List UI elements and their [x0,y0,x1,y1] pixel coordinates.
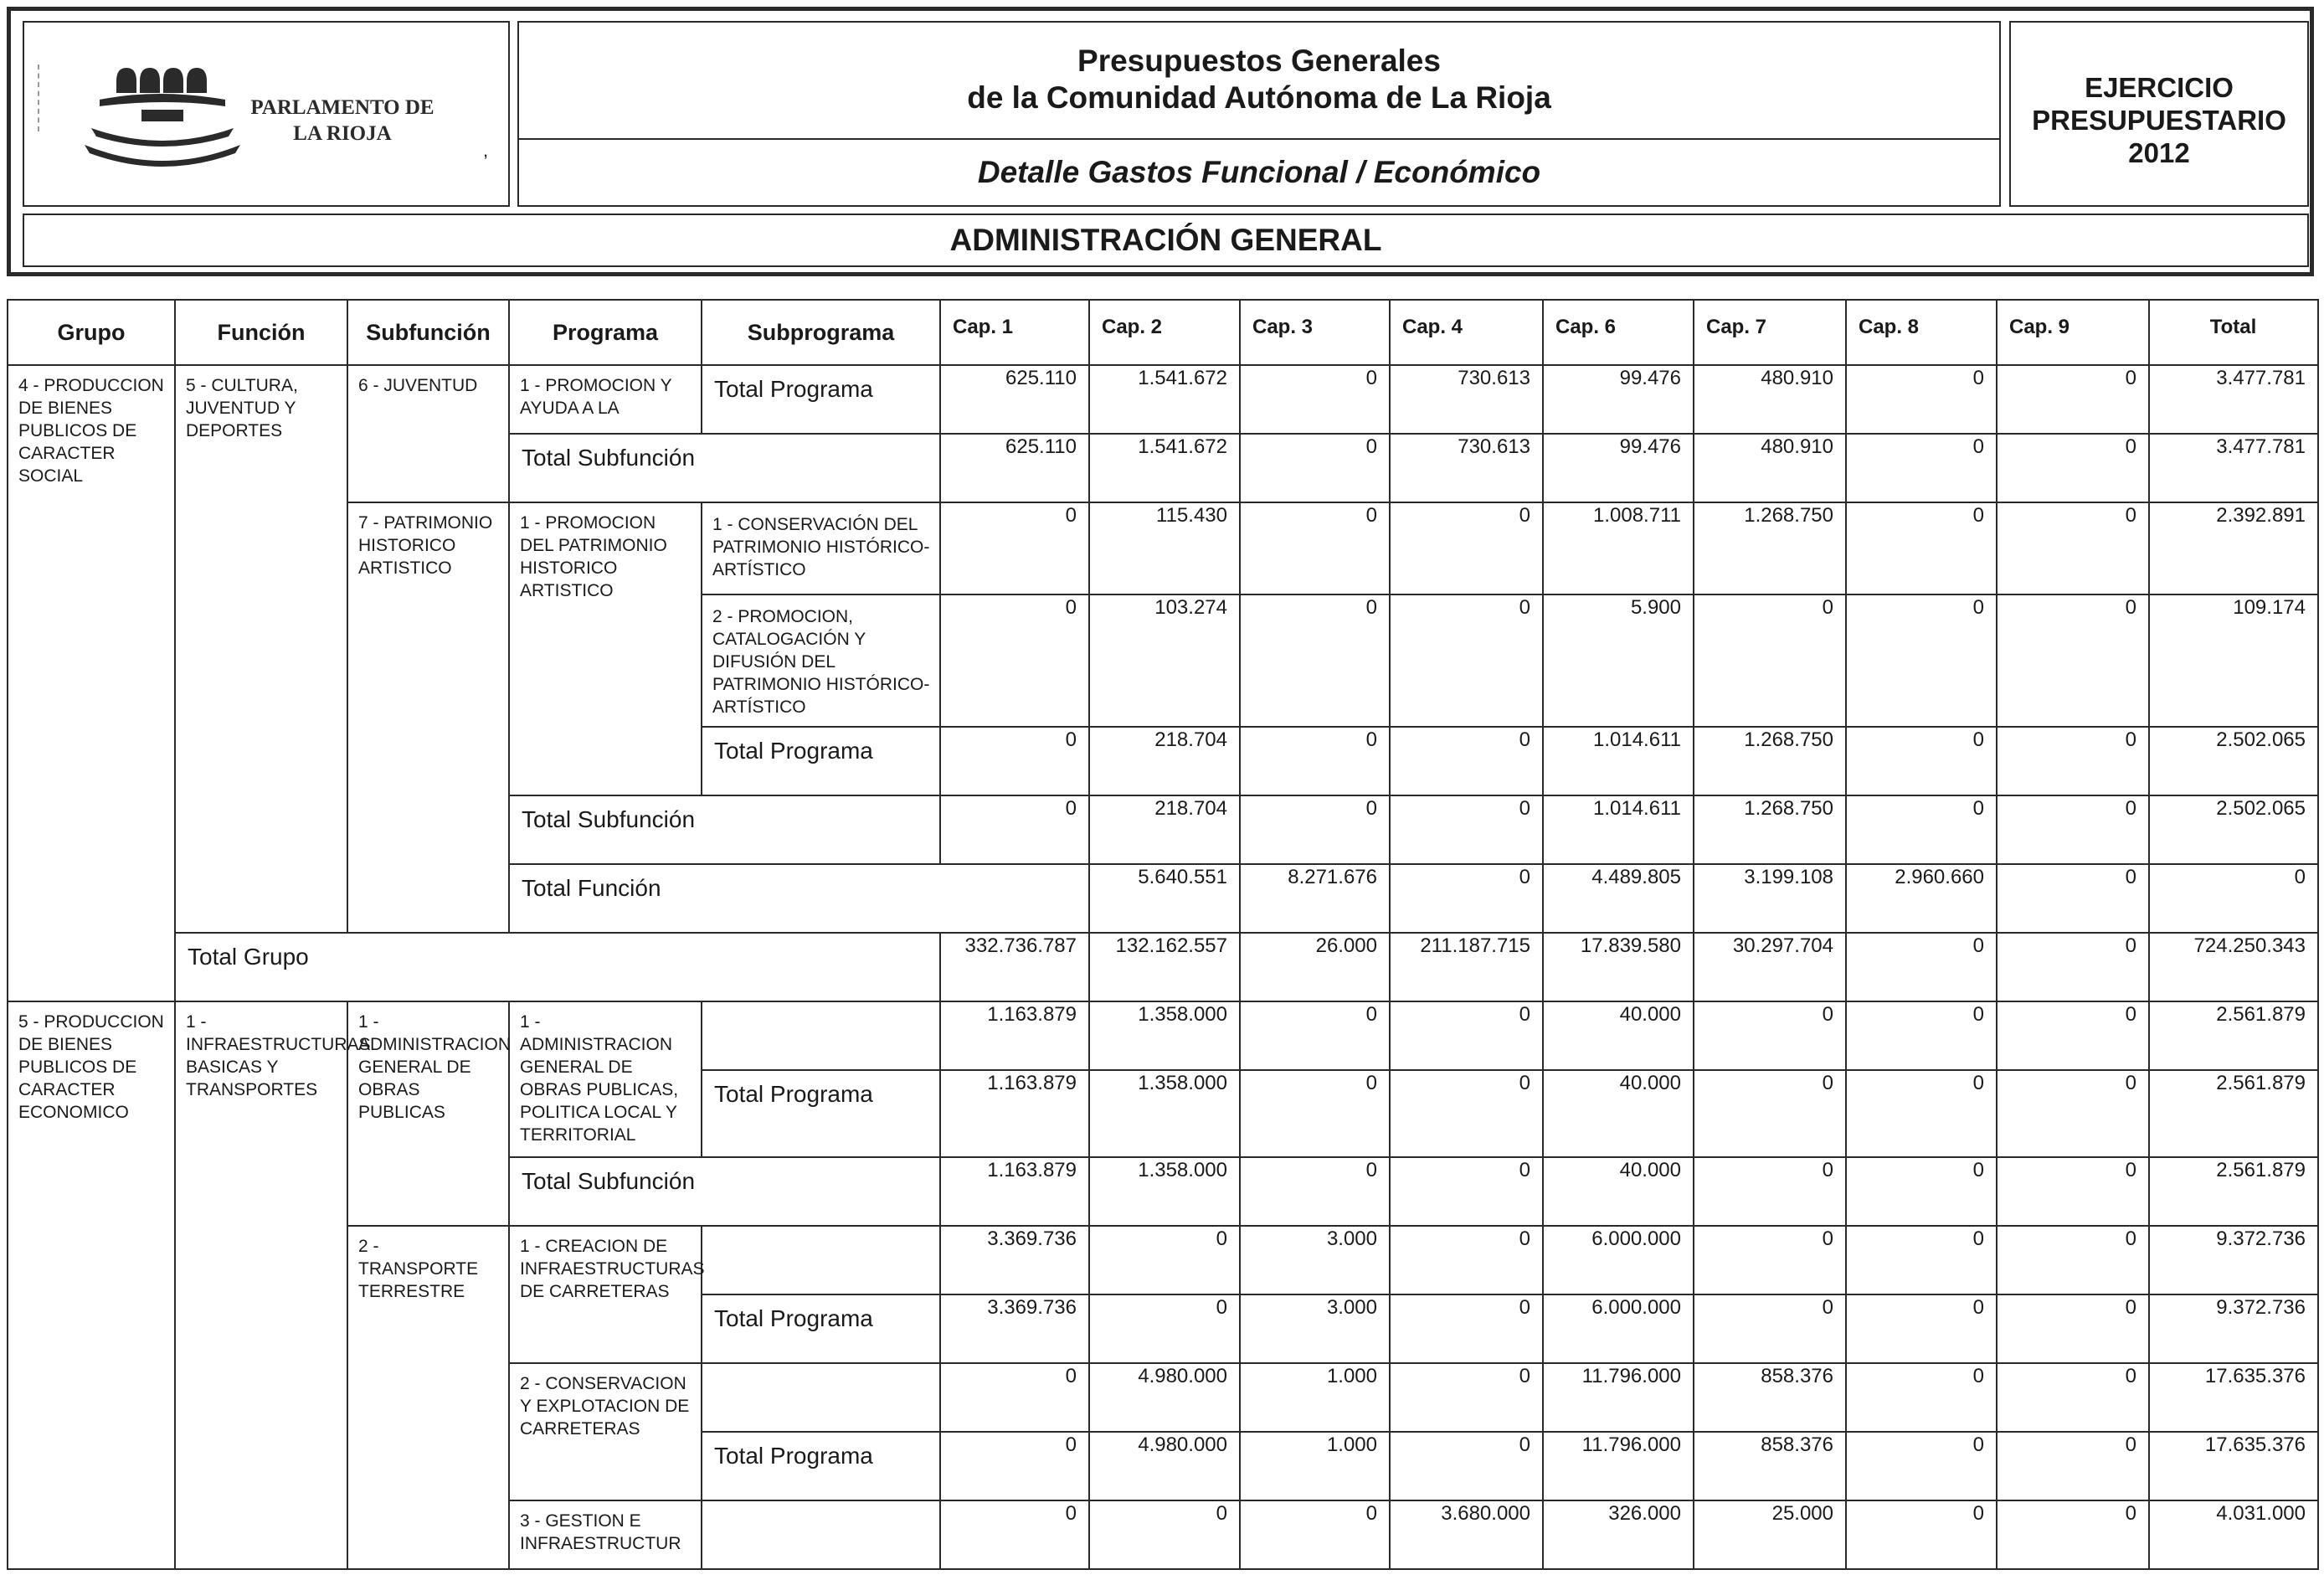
value-cap2: 1.358.000 [1089,1070,1240,1157]
value-cap6: 40.000 [1543,1001,1694,1070]
value-cap6: 1.014.611 [1543,727,1694,795]
value-cap3: 0 [1240,727,1390,795]
value-total: 109.174 [2149,594,2318,727]
col-cap2: Cap. 2 [1089,300,1240,365]
value-cap6: 1.008.711 [1543,502,1694,594]
value-cap2: 1.541.672 [1089,434,1240,502]
value-cap3: 0 [1240,1500,1390,1569]
value-cap6: 40.000 [1543,1070,1694,1157]
table-row [8,502,2318,594]
value-cap9: 0 [1997,1294,2149,1363]
value-cap4: 0 [1390,502,1543,594]
subfuncion-cell: 6 - JUVENTUD [347,365,509,502]
logo-text-line2: LA RIOJA [293,122,392,145]
value-cap1: 1.163.879 [940,1070,1089,1157]
funcion-cell: 1 - INFRAESTRUCTURAS BASICAS Y TRANSPORTES [175,1001,347,1569]
table-row [8,933,2318,1001]
value-cap6: 40.000 [1543,1157,1694,1226]
value-cap3: 0 [1240,1157,1390,1226]
value-cap8: 0 [1997,864,2149,933]
value-cap2: 1.358.000 [1089,1001,1240,1070]
value-cap3: 0 [1390,864,1543,933]
value-cap8: 0 [1846,727,1997,795]
value-cap6: 11.796.000 [1543,1432,1694,1500]
table-header-row [8,300,2318,365]
value-cap2: 4.980.000 [1089,1432,1240,1500]
value-cap2: 1.541.672 [1089,365,1240,434]
subprograma-cell: 1 - CONSERVACIÓN DEL PATRIMONIO HISTÓRICO-ARTÍSTICO [702,502,940,594]
value-cap2: 218.704 [1089,795,1240,864]
value-cap1: 1.163.879 [940,1001,1089,1070]
value-cap2: 132.162.557 [1089,933,1240,1001]
value-cap8: 0 [1846,502,1997,594]
col-grupo: Grupo [8,300,175,365]
value-cap9: 0 [1997,1070,2149,1157]
year-line1: EJERCICIO [2085,72,2234,103]
value-cap7: 1.268.750 [1694,795,1846,864]
col-cap1: Cap. 1 [940,300,1089,365]
value-cap2: 4.980.000 [1089,1363,1240,1432]
col-programa: Programa [509,300,702,365]
subprograma-cell-empty [702,1500,940,1569]
value-cap2: 0 [1089,1500,1240,1569]
value-cap3: 26.000 [1240,933,1390,1001]
value-cap7: 0 [1694,1226,1846,1294]
value-cap9: 0 [1997,1157,2149,1226]
title-line1: Presupuestos Generales [1077,44,1441,78]
value-cap4: 0 [1390,795,1543,864]
value-cap1: 0 [940,1500,1089,1569]
value-cap9: 0 [1997,1001,2149,1070]
value-cap1: 0 [940,1363,1089,1432]
value-cap3: 0 [1240,434,1390,502]
value-cap1: 625.110 [940,434,1089,502]
subprograma-cell-empty [702,1226,940,1294]
value-total: 17.635.376 [2149,1363,2318,1432]
value-cap6: 3.199.108 [1694,864,1846,933]
col-subfuncion: Subfunción [347,300,509,365]
value-total: 3.477.781 [2149,434,2318,502]
total-subfuncion-label: Total Subfunción [509,1157,940,1226]
value-cap7: 480.910 [1694,365,1846,434]
value-cap4: 0 [1390,1363,1543,1432]
value-total: 724.250.343 [2149,933,2318,1001]
value-cap7: 1.268.750 [1694,727,1846,795]
value-cap7: 480.910 [1694,434,1846,502]
value-cap8: 0 [1846,795,1997,864]
value-cap8: 0 [1846,1001,1997,1070]
value-cap6: 326.000 [1543,1500,1694,1569]
value-cap9: 0 [1997,365,2149,434]
value-cap9: 0 [1997,795,2149,864]
value-cap2: 8.271.676 [1240,864,1390,933]
value-cap9: 0 [1997,1500,2149,1569]
value-cap7: 0 [1694,1070,1846,1157]
value-cap1: 3.369.736 [940,1294,1089,1363]
value-cap7: 858.376 [1694,1432,1846,1500]
value-cap8: 0 [1846,594,1997,727]
logo-panel [23,21,510,207]
value-cap6: 17.839.580 [1543,933,1694,1001]
value-total: 2.561.879 [2149,1001,2318,1070]
subtitle: Detalle Gastos Funcional / Económico [517,138,2001,207]
value-cap6: 99.476 [1543,365,1694,434]
total-subfuncion-label: Total Subfunción [509,434,940,502]
value-cap3: 0 [1240,502,1390,594]
total-programa-label: Total Programa [702,365,940,434]
value-total: 9.372.736 [2149,1294,2318,1363]
value-cap3: 1.000 [1240,1363,1390,1432]
col-cap3: Cap. 3 [1240,300,1390,365]
budget-table [7,299,2319,1570]
section-title: ADMINISTRACIÓN GENERAL [23,214,2309,267]
value-cap3: 3.000 [1240,1226,1390,1294]
title-panel [517,21,2001,140]
value-cap4: 0 [1390,727,1543,795]
value-cap4: 3.680.000 [1390,1500,1543,1569]
value-cap4: 0 [1390,1294,1543,1363]
value-cap3: 0 [1240,365,1390,434]
value-cap4: 0 [1390,1070,1543,1157]
value-cap1: 0 [940,502,1089,594]
total-programa-label: Total Programa [702,1294,940,1363]
value-cap1: 0 [940,1432,1089,1500]
value-total: 2.502.065 [2149,727,2318,795]
value-cap1: 625.110 [940,365,1089,434]
value-cap2: 0 [1089,1294,1240,1363]
value-cap3: 0 [1240,1001,1390,1070]
value-cap4: 730.613 [1390,365,1543,434]
funcion-cell: 5 - CULTURA, JUVENTUD Y DEPORTES [175,365,347,933]
grupo-cell: 5 - PRODUCCION DE BIENES PUBLICOS DE CARACTER ECONOMICO [8,1001,175,1569]
value-total: 2.502.065 [2149,795,2318,864]
value-cap1: 0 [940,594,1089,727]
value-cap7: 1.268.750 [1694,502,1846,594]
programa-cell: 2 - CONSERVACION Y EXPLOTACION DE CARRETERAS [509,1363,702,1500]
year-line2: PRESUPUESTARIO [2032,105,2286,136]
value-total: 2.561.879 [2149,1157,2318,1226]
col-cap7: Cap. 7 [1694,300,1846,365]
value-total: 9.372.736 [2149,1226,2318,1294]
value-total: 2.561.879 [2149,1070,2318,1157]
value-cap8: 0 [1846,933,1997,1001]
programa-cell: 1 - CREACION DE INFRAESTRUCTURAS DE CARRETERAS [509,1226,702,1363]
value-cap8: 0 [1846,1070,1997,1157]
fiscal-year-panel [2009,21,2309,207]
col-subprograma: Subprograma [702,300,940,365]
logo-text [250,95,434,147]
logo-tick: , [483,140,489,161]
total-programa-label: Total Programa [702,1070,940,1157]
value-cap3: 0 [1240,1070,1390,1157]
logo-text-line1: PARLAMENTO DE [250,96,434,119]
col-funcion: Función [175,300,347,365]
value-cap4: 0 [1390,1157,1543,1226]
value-cap6: 1.014.611 [1543,795,1694,864]
value-cap9: 0 [2149,864,2318,933]
subprograma-cell: 2 - PROMOCION, CATALOGACIÓN Y DIFUSIÓN DEL PATRIMONIO HISTÓRICO-ARTÍSTICO [702,594,940,727]
value-cap7: 30.297.704 [1694,933,1846,1001]
value-cap6: 5.900 [1543,594,1694,727]
col-cap9: Cap. 9 [1997,300,2149,365]
subfuncion-cell: 1 - ADMINISTRACION GENERAL DE OBRAS PUBLICAS [347,1001,509,1226]
programa-cell: 1 - ADMINISTRACION GENERAL DE OBRAS PUBLICAS, POLITICA LOCAL Y TERRITORIAL [509,1001,702,1157]
value-cap6: 99.476 [1543,434,1694,502]
value-cap9: 0 [1997,1432,2149,1500]
value-cap9: 0 [1997,1226,2149,1294]
value-cap9: 0 [1997,502,2149,594]
value-cap7: 0 [1694,1157,1846,1226]
value-cap4: 0 [1390,1001,1543,1070]
value-cap7: 0 [1694,1294,1846,1363]
value-cap9: 0 [1997,1363,2149,1432]
col-total: Total [2149,300,2318,365]
value-cap1: 1.163.879 [940,1157,1089,1226]
total-funcion-label: Total Función [509,864,1089,933]
value-cap7: 2.960.660 [1846,864,1997,933]
value-total: 3.477.781 [2149,365,2318,434]
value-total: 2.392.891 [2149,502,2318,594]
value-cap8: 0 [1846,1432,1997,1500]
value-cap2: 1.358.000 [1089,1157,1240,1226]
value-cap9: 0 [1997,727,2149,795]
value-cap6: 11.796.000 [1543,1363,1694,1432]
value-cap3: 3.000 [1240,1294,1390,1363]
value-cap2: 115.430 [1089,502,1240,594]
value-cap1: 332.736.787 [940,933,1089,1001]
title-line2: de la Comunidad Autónoma de La Rioja [967,80,1551,115]
value-cap1: 0 [940,795,1089,864]
value-cap7: 0 [1694,594,1846,727]
subprograma-cell-empty [702,1001,940,1070]
subfuncion-cell: 7 - PATRIMONIO HISTORICO ARTISTICO [347,502,509,933]
value-cap8: 0 [1846,434,1997,502]
grupo-cell: 4 - PRODUCCION DE BIENES PUBLICOS DE CARACTER SOCIAL [8,365,175,1001]
col-cap6: Cap. 6 [1543,300,1694,365]
programa-cell: 1 - PROMOCION DEL PATRIMONIO HISTORICO ARTISTICO [509,502,702,795]
value-cap6: 6.000.000 [1543,1294,1694,1363]
total-programa-label: Total Programa [702,1432,940,1500]
table-row [8,1001,2318,1070]
value-cap8: 0 [1846,365,1997,434]
value-cap9: 0 [1997,434,2149,502]
subfuncion-cell: 2 - TRANSPORTE TERRESTRE [347,1226,509,1569]
value-cap7: 25.000 [1694,1500,1846,1569]
total-grupo-label: Total Grupo [175,933,940,1001]
year-line3: 2012 [2128,137,2190,168]
programa-cell: 1 - PROMOCION Y AYUDA A LA [509,365,702,434]
value-cap7: 0 [1694,1001,1846,1070]
value-cap7: 858.376 [1694,1363,1846,1432]
table-row [8,365,2318,434]
value-cap1: 3.369.736 [940,1226,1089,1294]
value-cap1: 5.640.551 [1089,864,1240,933]
value-cap2: 103.274 [1089,594,1240,727]
value-cap8: 0 [1846,1226,1997,1294]
subprograma-cell-empty [702,1363,940,1432]
col-cap8: Cap. 8 [1846,300,1997,365]
value-cap4: 4.489.805 [1543,864,1694,933]
value-cap6: 6.000.000 [1543,1226,1694,1294]
value-cap3: 1.000 [1240,1432,1390,1500]
value-cap4: 211.187.715 [1390,933,1543,1001]
value-cap4: 0 [1390,1432,1543,1500]
parliament-logo-icon [66,56,234,173]
report-header [7,7,2314,276]
value-cap8: 0 [1846,1157,1997,1226]
value-cap2: 0 [1089,1226,1240,1294]
value-cap8: 0 [1846,1294,1997,1363]
value-cap3: 0 [1240,795,1390,864]
table-row [8,1226,2318,1294]
programa-cell: 3 - GESTION E INFRAESTRUCTUR [509,1500,702,1569]
value-cap2: 218.704 [1089,727,1240,795]
value-cap9: 0 [1997,594,2149,727]
value-cap1: 0 [940,727,1089,795]
value-cap8: 0 [1846,1500,1997,1569]
scan-mark [38,64,41,131]
value-cap3: 0 [1240,594,1390,727]
value-cap4: 730.613 [1390,434,1543,502]
total-subfuncion-label: Total Subfunción [509,795,940,864]
value-total: 17.635.376 [2149,1432,2318,1500]
col-cap4: Cap. 4 [1390,300,1543,365]
value-cap4: 0 [1390,1226,1543,1294]
total-programa-label: Total Programa [702,727,940,795]
value-cap9: 0 [1997,933,2149,1001]
value-cap4: 0 [1390,594,1543,727]
value-cap8: 0 [1846,1363,1997,1432]
value-total: 4.031.000 [2149,1500,2318,1569]
